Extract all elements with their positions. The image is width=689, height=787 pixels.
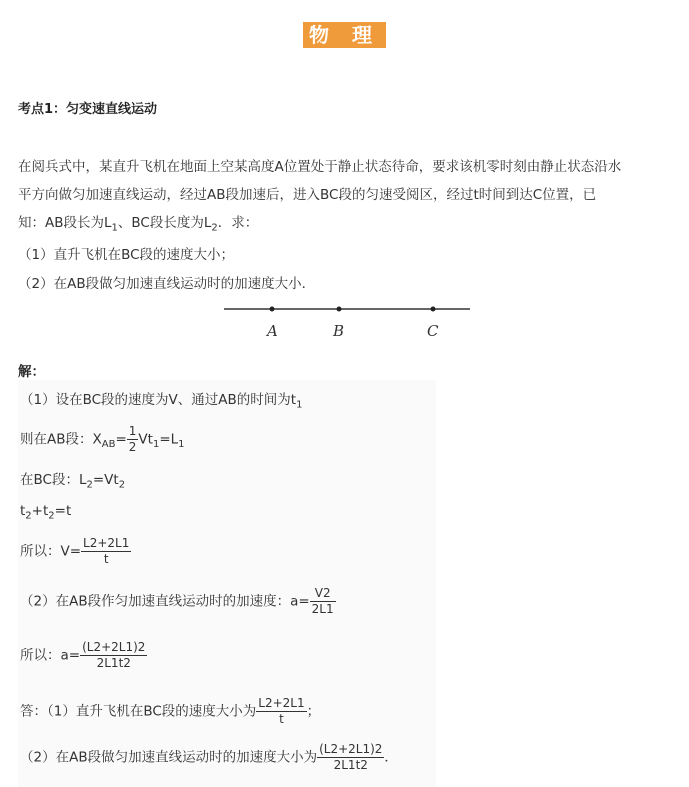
step-7-fraction (80, 640, 147, 671)
step-2-eq: = (115, 431, 127, 448)
page-title-wrap (0, 22, 689, 48)
answer-1-num: L2+2L1 (258, 696, 305, 710)
step-2-frac-den: 2 (128, 440, 137, 454)
point-a-dot (270, 307, 275, 312)
step-2-prefix: 则在AB段：X (20, 431, 102, 448)
answer-1-den: t (279, 712, 284, 726)
step-3-sub2: 2 (118, 479, 126, 491)
answer-1-fraction (256, 696, 306, 727)
answer-2-fraction (317, 742, 384, 773)
step-1-sub: 1 (296, 399, 303, 411)
point-c-label: C (427, 322, 439, 340)
step-7-prefix: 所以：a= (20, 647, 81, 664)
solution-step-5 (20, 536, 131, 567)
step-3-sub: 2 (86, 479, 93, 491)
page-title: 物 理 (303, 22, 386, 48)
step-2-end: =L (159, 431, 179, 448)
answer-2-prefix: （2）在AB段做匀加速直线运动时的加速度大小为 (20, 749, 318, 766)
step-5-prefix: 所以：V= (20, 543, 82, 560)
answer-2-den: 2L1t2 (333, 758, 368, 772)
solution-label: 解： (18, 364, 45, 380)
answer-1 (20, 696, 320, 727)
problem-line-3 (18, 211, 258, 234)
solution-step-3 (20, 468, 125, 491)
step-4-c: =t (54, 503, 72, 519)
answer-2-end: ． (384, 749, 398, 766)
step-1-text: （1）设在BC段的速度为V、通过AB的时间为t (20, 392, 297, 408)
step-4-b: +t (31, 503, 49, 519)
step-3-prefix: 在BC段：L (20, 472, 87, 488)
solution-step-1 (20, 388, 302, 411)
answer-2-num: (L2+2L1)2 (319, 742, 383, 756)
solution-step-2 (20, 424, 185, 455)
step-2-tail-sub: 1 (152, 439, 160, 451)
step-7-num: (L2+2L1)2 (82, 640, 146, 654)
step-2-fraction (127, 424, 139, 455)
step-4-b-sub: 2 (48, 510, 55, 522)
step-5-num: L2+2L1 (83, 536, 130, 550)
answer-2 (20, 742, 398, 773)
solution-step-4 (20, 503, 71, 522)
answer-1-prefix: 答：（1）直升飞机在BC段的速度大小为 (20, 703, 257, 720)
step-2-tail: Vt (138, 431, 153, 448)
step-3-mid: =Vt (92, 472, 119, 488)
question-1: （1）直升飞机在BC段的速度大小； (18, 247, 235, 263)
point-a-label: A (267, 322, 278, 340)
abc-diagram (222, 298, 472, 342)
problem-line-3-sub2: 2 (211, 222, 218, 234)
point-c-dot (431, 307, 436, 312)
problem-line-3-sub1: 1 (111, 222, 118, 234)
step-2-frac-num: 1 (128, 424, 137, 438)
step-6-den: 2L1 (311, 602, 334, 616)
problem-line-3-mid: 、BC段长度为L (117, 215, 212, 231)
question-2: （2）在AB段做匀加速直线运动时的加速度大小． (18, 276, 316, 292)
solution-step-6 (20, 586, 336, 617)
step-2-end-sub: 1 (178, 439, 185, 451)
step-6-prefix: （2）在AB段作匀加速直线运动时的加速度：a= (20, 593, 310, 610)
step-5-den: t (103, 552, 109, 566)
problem-line-3-prefix: 知：AB段长为L (18, 215, 112, 231)
step-2-sub: AB (101, 439, 116, 451)
solution-step-7 (20, 640, 147, 671)
point-b-label: B (333, 322, 345, 340)
answer-1-end: ； (306, 703, 321, 720)
problem-line-3-suffix: ．求： (217, 215, 259, 231)
problem-line-1: 在阅兵式中，某直升飞机在地面上空某高度A位置处于静止状态待命，要求该机零时刻由静止状态沿水 (18, 159, 622, 175)
step-5-fraction (81, 536, 131, 567)
step-6-num: V2 (310, 586, 336, 602)
step-4-a: t (20, 503, 26, 519)
section-heading: 考点1：匀变速直线运动 (18, 102, 158, 117)
step-6-fraction (310, 586, 336, 617)
step-7-den: 2L1t2 (96, 656, 131, 670)
step-4-a-sub: 2 (25, 510, 32, 522)
point-b-dot (337, 307, 342, 312)
problem-line-2: 平方向做匀加速直线运动，经过AB段加速后，进入BC段的匀速受阅区，经过t时间到达C位置，已 (18, 187, 597, 203)
